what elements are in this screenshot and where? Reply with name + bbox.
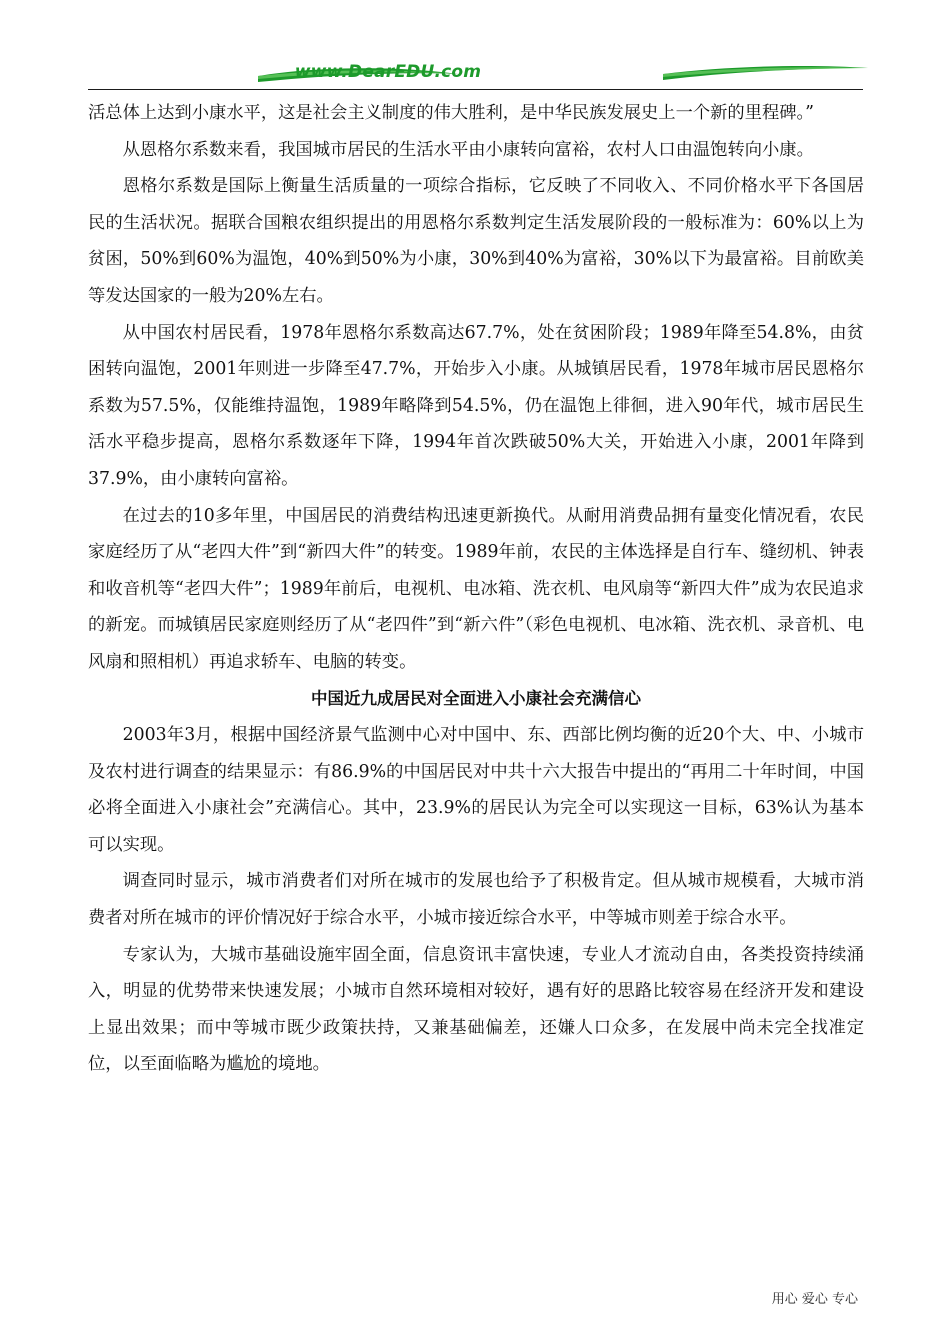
paragraph: 从恩格尔系数来看，我国城市居民的生活水平由小康转向富裕，农村人口由温饱转向小康。 (122, 139, 814, 160)
document-body (88, 95, 864, 1083)
paragraph: 恩格尔系数是国际上衡量生活质量的一项综合指标，它反映了不同收入、不同价格水平下各国居民的生活状况。据联合国粮农组织提出的用恩格尔系数判定生活发展阶段的一般标准为：60%以上为贫困，50%到60%为温饱，40%到50%为小康，30%到40%为富裕，30%以下为最富裕。目前欧美等发达国家的一般为20%左右。 (88, 176, 864, 306)
paragraph: 2003年3月，根据中国经济景气监测中心对中国中、东、西部比例均衡的近20个大、中、小城市及农村进行调查的结果显示：有86.9%的中国居民对中共十六大报告中提出的“再用二十年时间，中国必将全面进入小康社会”充满信心。其中，23.9%的居民认为完全可以实现这一目标，63%认为基本可以实现。 (88, 725, 864, 855)
paragraph-continuation: 活总体上达到小康水平，这是社会主义制度的伟大胜利，是中华民族发展史上一个新的里程碑。” (88, 103, 815, 123)
paragraph: 从中国农村居民看，1978年恩格尔系数高达67.7%，处在贫困阶段；1989年降至54.8%，由贫困转向温饱，2001年则进一步降至47.7%，开始步入小康。从城镇居民看，1978年城市居民恩格尔系数为57.5%，仅能维持温饱，1989年略降到54.5%，仍在温饱上徘徊，进入90年代，城市居民生活水平稳步提高，恩格尔系数逐年下降，1994年首次跌破50%大关，开始进入小康，2001年降到37.9%，由小康转向富裕。 (88, 322, 864, 489)
site-logo-text[interactable]: www.DearEDU.com (294, 62, 482, 82)
paragraph: 在过去的10多年里，中国居民的消费结构迅速更新换代。从耐用消费品拥有量变化情况看，农民家庭经历了从“老四大件”到“新四大件”的转变。1989年前，农民的主体选择是自行车、缝纫机、钟表和收音机等“老四大件”；1989年前后，电视机、电冰箱、洗衣机、电风扇等“新四大件”成为农民追求的新宠。而城镇居民家庭则经历了从“老四件”到“新六件”（彩色电视机、电冰箱、洗衣机、录音机、电风扇和照相机）再追求轿车、电脑的转变。 (88, 505, 864, 672)
paragraph: 调查同时显示，城市消费者们对所在城市的发展也给予了积极肯定。但从城市规模看，大城市消费者对所在城市的评价情况好于综合水平，小城市接近综合水平，中等城市则差于综合水平。 (88, 871, 864, 929)
paragraph: 专家认为，大城市基础设施牢固全面，信息资讯丰富快速，专业人才流动自由，各类投资持续涌入，明显的优势带来快速发展；小城市自然环境相对较好，遇有好的思路比较容易在经济开发和建设上显出效果；而中等城市既少政策扶持，又兼基础偏差，还嫌人口众多，在发展中尚未完全找准定位，以至面临略为尴尬的境地。 (88, 944, 864, 1075)
footer-slogan: 用心 爱心 专心 (771, 1292, 858, 1307)
page-header (88, 58, 863, 94)
header-divider (88, 89, 863, 90)
section-heading: 中国近九成居民对全面进入小康社会充满信心 (311, 688, 641, 708)
